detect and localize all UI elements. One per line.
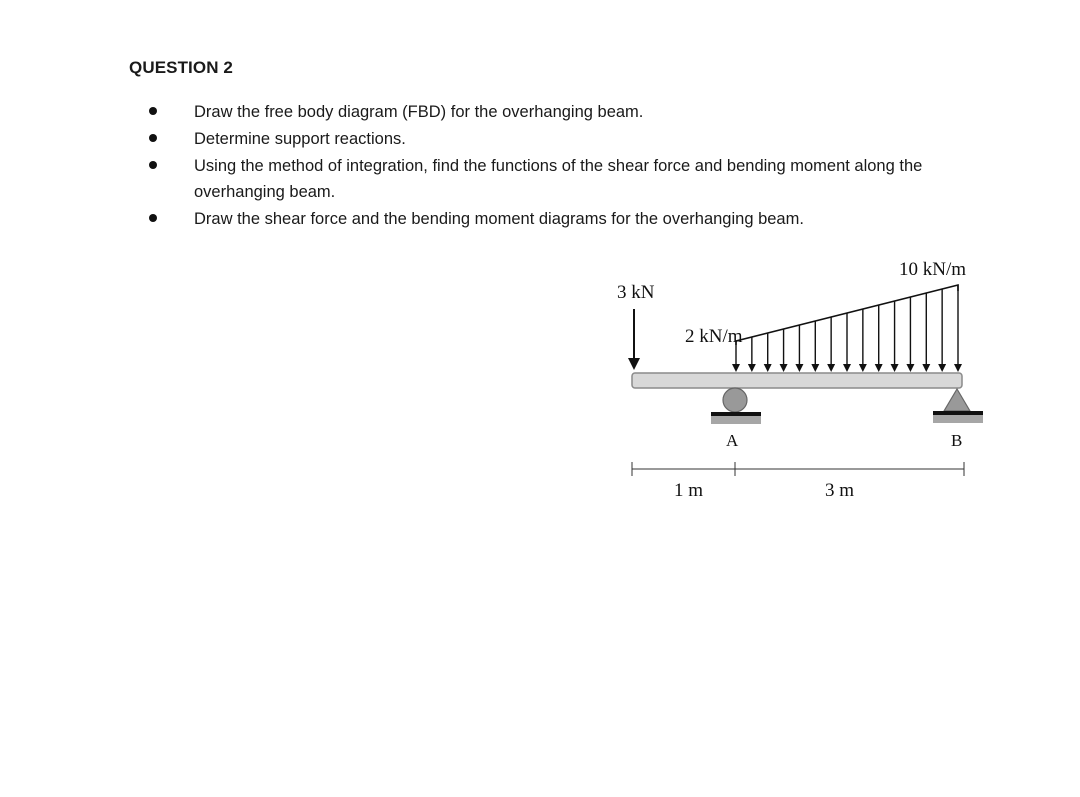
pin-support-b	[944, 389, 970, 411]
ground-a-dark	[711, 412, 761, 416]
task-text: Draw the shear force and the bending moment diagrams for the overhanging beam.	[194, 210, 804, 228]
support-b-label: B	[951, 431, 963, 450]
dist-load-end-label: 10 kN/m	[899, 259, 967, 280]
roller-support-a	[723, 388, 747, 412]
task-text: Draw the free body diagram (FBD) for the overhanging beam.	[194, 103, 644, 121]
task-text: Using the method of integration, find the functions of the shear force and bending moment along the overhanging beam.	[194, 157, 923, 201]
ground-b-dark	[933, 411, 983, 415]
dimension-3m-label: 3 m	[825, 480, 855, 501]
point-load-label: 3 kN	[617, 282, 655, 303]
dist-load-arrows	[736, 285, 958, 368]
dimension-1m-label: 1 m	[674, 480, 704, 501]
task-text: Determine support reactions.	[194, 130, 406, 148]
support-a-label: A	[726, 431, 739, 450]
ground-a-hatch	[711, 416, 761, 424]
dist-load-start-label: 2 kN/m	[685, 326, 743, 347]
question-heading: QUESTION 2	[129, 58, 233, 77]
beam	[632, 373, 962, 388]
ground-b-hatch	[933, 415, 983, 423]
